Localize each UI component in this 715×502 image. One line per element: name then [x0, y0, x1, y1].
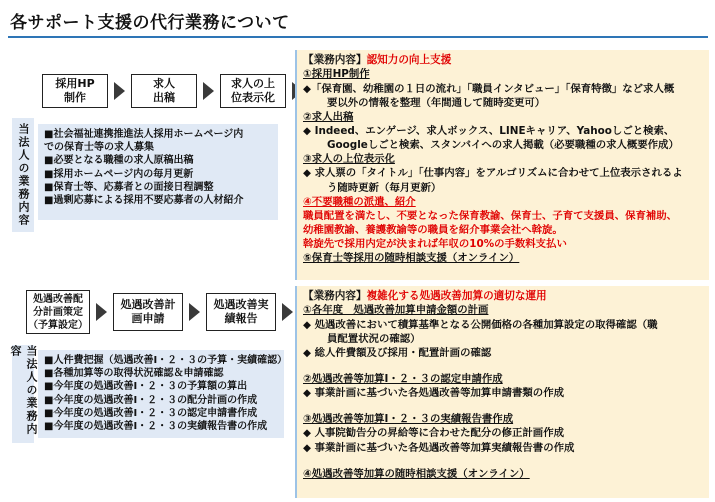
- list-item: ■必要となる職種の求人原稿出稿: [44, 155, 194, 167]
- flow-step-apply: 処遇改善計 画申請: [113, 293, 183, 331]
- side-label-1: 当法人の業務内容: [17, 123, 30, 227]
- flow-step-plan: 処遇改善配 分計画策定 （予算設定）: [26, 290, 90, 334]
- arrow-right-icon: [114, 82, 125, 100]
- list-item: ■今年度の処遇改善Ⅰ・２・３の実績報告書の作成: [44, 420, 268, 432]
- flow-step-ranking: 求人の上 位表示化: [220, 74, 286, 108]
- list-item: ■今年度の処遇改善Ⅰ・２・３の認定申請書作成: [44, 407, 258, 419]
- item-heading: ①採用HP制作: [303, 68, 370, 81]
- bullet: ◆ 総人件費額及び採用・配置計画の確認: [303, 346, 492, 359]
- bullet: ◆「保育園、幼稚園の１日の流れ」「職員インタビュー」「保育特徴」など求人概: [303, 82, 675, 95]
- list-item: ■今年度の処遇改善Ⅰ・２・３の予算額の算出: [44, 381, 248, 393]
- item-heading: ③求人の上位表示化: [303, 153, 395, 166]
- bullet: ◆ 人事院勧告分の昇給等に合わせた配分の修正計画作成: [303, 427, 564, 440]
- item-heading: ⑤保育士等採用の随時相談支援（オンライン）: [303, 252, 520, 265]
- item-heading: ①各年度 処遇改善加算申請金額の計画: [303, 304, 489, 317]
- note-line: 職員配置を満たし、不要となった保育教諭、保育士、子育て支援員、保育補助、: [303, 209, 678, 222]
- detail-panel-1: [295, 50, 709, 280]
- list-item: ■人件費把握（処遇改善Ⅰ・２・３の予算・実績確認）: [44, 355, 288, 366]
- task-list-1: [38, 124, 278, 220]
- list-item: ■過剰応募による採用不要応募者の人材紹介: [44, 194, 244, 206]
- bullet-cont: 員配置状況の確認）: [327, 332, 421, 345]
- item-heading: ②処遇改善等加算Ⅰ・２・３の認定申請作成: [303, 372, 503, 385]
- panel-heading-prefix: 【業務内容】: [303, 290, 367, 302]
- detail-panel-2: [295, 286, 709, 498]
- bullet-cont: Googleしごと検索、スタンバイへの求人掲載（必要職種の求人概要作成）: [327, 139, 679, 152]
- title-divider: [8, 36, 708, 38]
- item-heading: ②求人出稿: [303, 110, 354, 123]
- side-label-2: 当法人の業務内容: [9, 345, 38, 436]
- side-label-box-1: [12, 118, 34, 232]
- arrow-right-icon: [282, 303, 293, 321]
- item-heading: ③処遇改善等加算Ⅰ・２・３の実績報告書作成: [303, 413, 514, 426]
- arrow-right-icon: [203, 82, 214, 100]
- list-item: での保育士等の求人募集: [44, 142, 154, 154]
- bullet: ◆ 求人票の「タイトル」「仕事内容」をアルゴリズムに合わせて上位表示されるよ: [303, 167, 683, 180]
- task-list-2: [38, 350, 288, 438]
- arrow-right-icon: [96, 303, 107, 321]
- bullet: ◆ Indeed、エンゲージ、求人ボックス、LINEキャリア、Yahooしごと検索、: [303, 124, 675, 137]
- treatment-flow: [26, 290, 303, 334]
- note-line: 幼稚園教諭、養護教諭等の職員を紹介事業会社へ斡旋。: [303, 223, 563, 236]
- panel-heading: 認知力の向上支援: [366, 54, 452, 66]
- item-heading: ④不要職種の派遣、紹介: [303, 195, 416, 208]
- bullet-cont: う随時更新（毎月更新）: [327, 181, 442, 194]
- side-label-box-2: [9, 345, 38, 443]
- list-item: ■採用ホームページ内の毎月更新: [44, 168, 194, 180]
- flow-step-posting: 求人 出稿: [131, 74, 197, 108]
- list-item: ■各種加算等の取得状況確認＆申請確認: [44, 368, 224, 380]
- page-title: 各サポート支援の代行業務について: [10, 13, 290, 33]
- list-item: ■今年度の処遇改善Ⅰ・２・３の配分計画の作成: [44, 394, 258, 406]
- panel-heading: 複雑化する処遇改善加算の適切な運用: [366, 290, 547, 302]
- list-item: ■社会福祉連携推進法人採用ホームページ内: [44, 129, 244, 140]
- bullet: ◆ 処遇改善において積算基準となる公開価格の各種加算設定の取得確認（職: [303, 318, 658, 331]
- note-line: 斡旋先で採用内定が決まれば年収の10%の手数料支払い: [303, 238, 567, 251]
- bullet-cont: 要以外の情報を整理（年間通して随時変更可）: [327, 96, 546, 109]
- arrow-right-icon: [189, 303, 200, 321]
- bullet: ◆ 事業計画に基づいた各処遇改善等加算申請書類の作成: [303, 387, 564, 400]
- item-heading: ④処遇改善等加算の随時相談支援（オンライン）: [303, 467, 530, 480]
- bullet: ◆ 事業計画に基づいた各処遇改善等加算実績報告書の作成: [303, 441, 575, 454]
- panel-heading-prefix: 【業務内容】: [303, 54, 367, 66]
- flow-step-report: 処遇改善実 績報告: [206, 293, 276, 331]
- list-item: ■保育士等、応募者との面接日程調整: [44, 181, 214, 193]
- recruit-flow: [42, 74, 313, 108]
- flow-step-hp: 採用HP 制作: [42, 74, 108, 108]
